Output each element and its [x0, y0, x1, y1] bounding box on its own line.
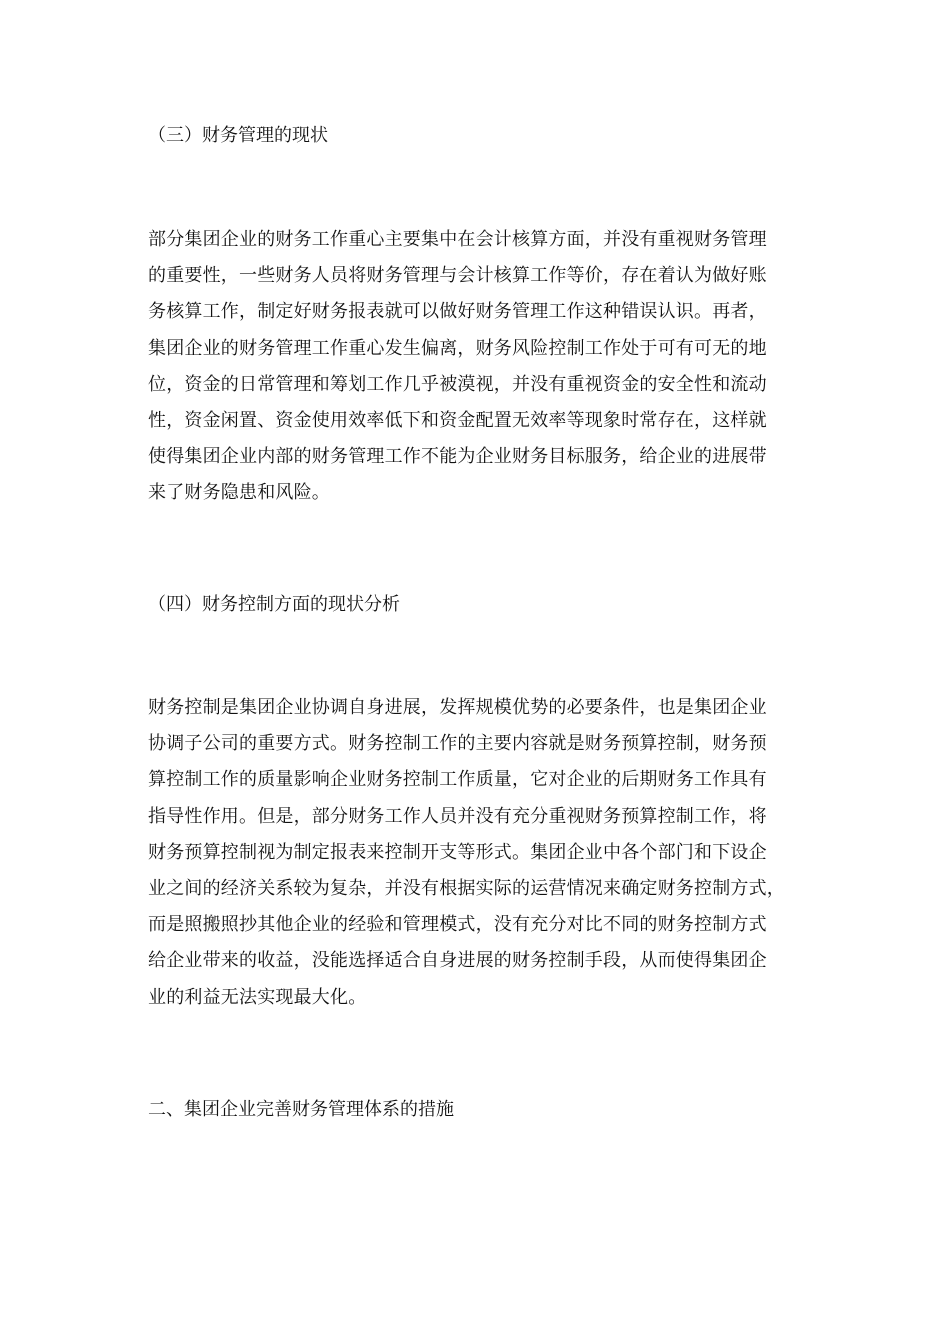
paragraph-line: 务核算工作，制定好财务报表就可以做好财务管理工作这种错误认识。再者，	[148, 301, 767, 323]
section-heading-4: （四）财务控制方面的现状分析	[148, 594, 400, 615]
paragraph-line: 业之间的经济关系较为复杂，并没有根据实际的运营情况来确定财务控制方式，	[148, 877, 785, 899]
section-paragraph-4	[148, 690, 818, 1016]
paragraph-line: 而是照搬照抄其他企业的经验和管理模式，没有充分对比不同的财务控制方式	[148, 914, 767, 936]
paragraph-line: 算控制工作的质量影响企业财务控制工作质量，它对企业的后期财务工作具有	[148, 769, 767, 791]
paragraph-line: 财务控制是集团企业协调自身进展，发挥规模优势的必要条件，也是集团企业	[148, 697, 767, 718]
paragraph-line: 协调子公司的重要方式。财务控制工作的主要内容就是财务预算控制，财务预	[148, 733, 767, 755]
section-heading-3: （三）财务管理的现状	[148, 125, 328, 146]
chapter-heading-2: 二、集团企业完善财务管理体系的措施	[148, 1099, 454, 1120]
paragraph-line: 性，资金闲置、资金使用效率低下和资金配置无效率等现象时常存在，这样就	[148, 409, 767, 431]
paragraph-line: 位，资金的日常管理和筹划工作几乎被漠视，并没有重视资金的安全性和流动	[148, 373, 767, 395]
section-paragraph-3	[148, 222, 818, 512]
paragraph-line: 使得集团企业内部的财务管理工作不能为企业财务目标服务，给企业的进展带	[148, 446, 767, 468]
paragraph-line: 集团企业的财务管理工作重心发生偏离，财务风险控制工作处于可有可无的地	[148, 337, 767, 359]
paragraph-line: 来了财务隐患和风险。	[148, 482, 330, 504]
paragraph-line: 的重要性，一些财务人员将财务管理与会计核算工作等价，存在着认为做好账	[148, 265, 767, 287]
paragraph-line: 给企业带来的收益，没能选择适合自身进展的财务控制手段，从而使得集团企	[148, 950, 767, 972]
paragraph-line: 业的利益无法实现最大化。	[148, 986, 367, 1008]
paragraph-line: 财务预算控制视为制定报表来控制开支等形式。集团企业中各个部门和下设企	[148, 841, 767, 863]
paragraph-line: 指导性作用。但是，部分财务工作人员并没有充分重视财务预算控制工作，将	[148, 805, 767, 827]
paragraph-line: 部分集团企业的财务工作重心主要集中在会计核算方面，并没有重视财务管理	[148, 229, 767, 250]
